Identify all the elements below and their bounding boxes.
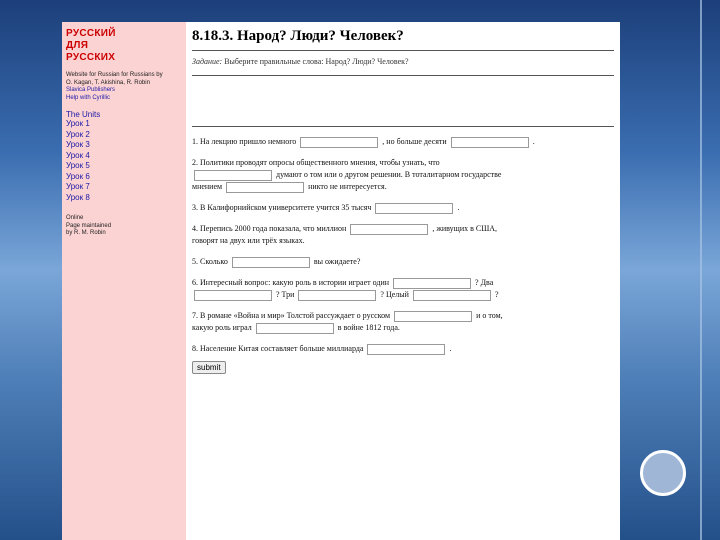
q2-text-b: думают о том или о другом решении. В тоталитарном государстве (276, 170, 502, 179)
credits (66, 72, 182, 87)
maintainer-line-3: by R. M. Robin (66, 230, 106, 236)
maintainer-line-1: Online (66, 215, 84, 221)
q6-text-a: 6. Интересный вопрос: какую роль в истории играет один (192, 278, 390, 287)
q4-text-a: 4. Перепись 2000 года показала, что миллион (192, 224, 347, 233)
units-heading[interactable]: The Units (66, 110, 101, 119)
q6-text-b: ? Два (475, 278, 494, 287)
q7-text-d: в войне 1812 года. (337, 323, 400, 332)
spacer (192, 80, 614, 126)
q5-text-a: 5. Сколько (192, 257, 228, 266)
question-1 (192, 136, 614, 148)
q7-text-c: какую роль играл (192, 323, 252, 332)
top-links (66, 87, 182, 102)
q8-text-a: 8. Население Китая составляет больше миллиарда (192, 344, 364, 353)
q1-answer-2[interactable] (451, 137, 529, 148)
logo-line-3: РУССКИХ (66, 52, 116, 63)
instruction (192, 55, 614, 71)
site-logo[interactable] (66, 28, 182, 64)
slide-decor-circle (640, 450, 686, 496)
question-2 (192, 157, 614, 193)
logo-line-2: ДЛЯ (66, 40, 89, 51)
q2-text-c: мнением (192, 182, 223, 191)
exercise-content (186, 22, 620, 540)
q6-answer-3[interactable] (298, 290, 376, 301)
q1-text-b: , но больше десяти (382, 137, 447, 146)
unit-link-1[interactable]: Урок 1 (66, 119, 90, 128)
unit-link-7[interactable]: Урок 7 (66, 182, 90, 191)
divider (192, 126, 614, 127)
credits-line-2: O. Kagan, T. Akishina, R. Robin (66, 79, 150, 86)
unit-link-2[interactable]: Урок 2 (66, 129, 90, 139)
q7-text-b: и о том, (476, 311, 503, 320)
divider (192, 75, 614, 76)
q6-text-c: ? Три (276, 290, 295, 299)
q6-answer-1[interactable] (393, 278, 471, 289)
q1-text-c: . (532, 137, 535, 146)
q1-text-a: 1. На лекцию пришло немного (192, 137, 297, 146)
question-5 (192, 256, 614, 268)
q2-answer-1[interactable] (194, 170, 272, 181)
q7-text-a: 7. В романе «Война и мир» Толстой рассуждает о русском (192, 311, 391, 320)
publisher-link[interactable]: Slavica Publishers (66, 87, 116, 93)
question-7 (192, 310, 614, 334)
q7-answer-1[interactable] (394, 311, 472, 322)
slide-frame-line (700, 0, 702, 540)
q6-text-d: ? Целый (380, 290, 409, 299)
unit-link-5[interactable]: Урок 5 (66, 161, 90, 170)
unit-link-4[interactable]: Урок 4 (66, 150, 90, 160)
q2-text-d: никто не интересуется. (308, 182, 387, 191)
cyrillic-help-link[interactable]: Help with Cyrillic (66, 94, 111, 101)
q2-answer-2[interactable] (226, 182, 304, 193)
logo-line-1: РУССКИЙ (66, 28, 116, 39)
q6-text-e: ? (494, 290, 499, 299)
unit-link-8[interactable]: Урок 8 (66, 192, 90, 202)
question-3 (192, 202, 614, 214)
q4-answer-1[interactable] (350, 224, 428, 235)
q7-answer-2[interactable] (256, 323, 334, 334)
browser-page (62, 22, 620, 540)
divider (192, 50, 614, 51)
instruction-text: Выберите правильные слова: Народ? Люди? Человек? (224, 57, 409, 66)
question-8 (192, 343, 614, 355)
q4-text-b: , живущих в США, (432, 224, 498, 233)
maintainer-info (66, 215, 182, 238)
unit-link-6[interactable]: Урок 6 (66, 171, 90, 181)
q3-text-b: . (457, 203, 460, 212)
q6-answer-4[interactable] (413, 290, 491, 301)
units-list (66, 119, 182, 203)
question-4 (192, 223, 614, 247)
submit-button[interactable]: submit (192, 361, 226, 374)
q4-text-c: говорят на двух или трёх языках. (192, 236, 305, 245)
question-6 (192, 277, 614, 301)
credits-line-1: Website for Russian for Russians by (66, 72, 163, 78)
q3-text-a: 3. В Калифорнийском университете учится 35 тысяч (192, 203, 372, 212)
q5-answer-1[interactable] (232, 257, 310, 268)
unit-link-3[interactable]: Урок 3 (66, 140, 90, 149)
page-title: 8.18.3. Народ? Люди? Человек? (192, 28, 404, 44)
q3-answer-1[interactable] (375, 203, 453, 214)
q6-answer-2[interactable] (194, 290, 272, 301)
instruction-label: Задание: (192, 57, 223, 66)
sidebar (62, 22, 186, 540)
maintainer-line-2: Page maintained (66, 222, 112, 229)
q2-text-a: 2. Политики проводят опросы общественного мнения, чтобы узнать, что (192, 158, 440, 167)
q1-answer-1[interactable] (300, 137, 378, 148)
q8-answer-1[interactable] (367, 344, 445, 355)
q8-text-b: . (449, 344, 452, 353)
q5-text-b: вы ожидаете? (313, 257, 361, 266)
